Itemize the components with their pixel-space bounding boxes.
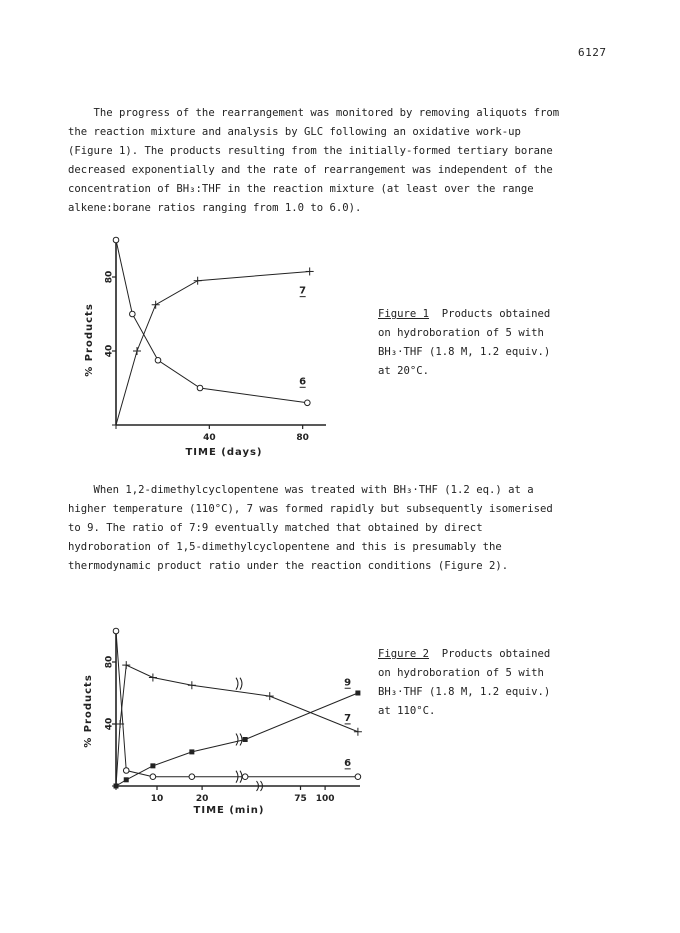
series-label-6: 6 [344,757,352,769]
data-point-9 [355,691,360,696]
page-number: 6127 [578,46,607,59]
figure-1-x-tick-label: 40 [203,433,216,443]
caption-line: BH₃·THF (1.8 M, 1.2 equiv.) [378,346,551,358]
data-point-6 [123,768,129,774]
data-point-6 [113,628,119,634]
figure-2-y-axis-title: % Products [83,674,94,748]
figure-1-label: Figure 1 [378,308,430,320]
data-point-7 [188,681,196,689]
series-label-9: 9 [344,677,352,689]
text-line: thermodynamic product ratio under the reaction conditions (Figure 2). [68,560,509,572]
figure-2-x-tick-label: 100 [315,794,335,804]
series-line-6 [116,631,358,777]
figure-1-x-tick-label: 80 [296,433,309,443]
data-point-6 [242,774,248,780]
series-label-6: 6 [299,376,307,388]
figure-1-y-tick-label: 80 [104,270,115,284]
text-line: the reaction mixture and analysis by GLC following an oxidative work-up [68,126,521,138]
figure-1-y-tick-label: 40 [104,344,115,358]
data-point-9 [189,749,194,754]
axis-break-mark [236,678,242,690]
caption-line: BH₃·THF (1.8 M, 1.2 equiv.) [378,686,551,698]
series-label-7: 7 [344,712,352,724]
caption-line: Products obtained [429,648,551,660]
figure-2-x-tick-label: 20 [195,794,209,804]
figure-2-x-tick-label: 10 [150,794,164,804]
figure-2-y-tick-label: 80 [104,655,115,669]
text-line: (Figure 1). The products resulting from the initially-formed tertiary borane [68,145,553,157]
figure-2-x-axis-title: TIME (min) [193,805,265,816]
data-point-7 [354,728,362,736]
data-point-9 [124,777,129,782]
data-point-7 [149,674,157,682]
data-point-9 [150,763,155,768]
text-line: concentration of BH₃:THF in the reaction mixture (at least over the range [68,183,534,195]
data-point-9 [243,737,248,742]
text-line: higher temperature (110°C), 7 was formed rapidly but subsequently isomerised [68,503,553,515]
caption-line: on hydroboration of 5 with [378,667,544,679]
caption-line: at 20°C. [378,365,430,377]
series-label-7: 7 [299,285,307,297]
text-line: alkene:borane ratios ranging from 1.0 to 6.0). [68,202,362,214]
data-point-7 [122,661,130,669]
text-line: The progress of the rearrangement was monitored by removing aliquots from [68,107,560,119]
text-line: decreased exponentially and the rate of rearrangement was independent of the [68,164,553,176]
caption-line: on hydroboration of 5 with [378,327,544,339]
figure-2-label: Figure 2 [378,648,430,660]
caption-line: Products obtained [429,308,551,320]
axis-break-mark [236,734,242,746]
figure-2-x-tick-label: 75 [294,794,307,804]
figure-2-y-tick-label: 40 [104,717,115,731]
figure-1-x-axis-title: TIME (days) [185,447,263,458]
data-point-6 [355,774,361,780]
figure-1-y-axis-title: % Products [84,303,95,377]
text-line: When 1,2-dimethylcyclopentene was treated with BH₃·THF (1.2 eq.) at a [68,484,534,496]
data-point-9 [114,784,119,789]
text-line: hydroboration of 1,5-dimethylcyclopentene and this is presumably the [68,541,502,553]
caption-line: at 110°C. [378,705,436,717]
data-point-6 [150,774,156,780]
data-point-7 [266,692,274,700]
text-line: to 9. The ratio of 7:9 eventually matched that obtained by direct [68,522,483,534]
data-point-6 [189,774,195,780]
